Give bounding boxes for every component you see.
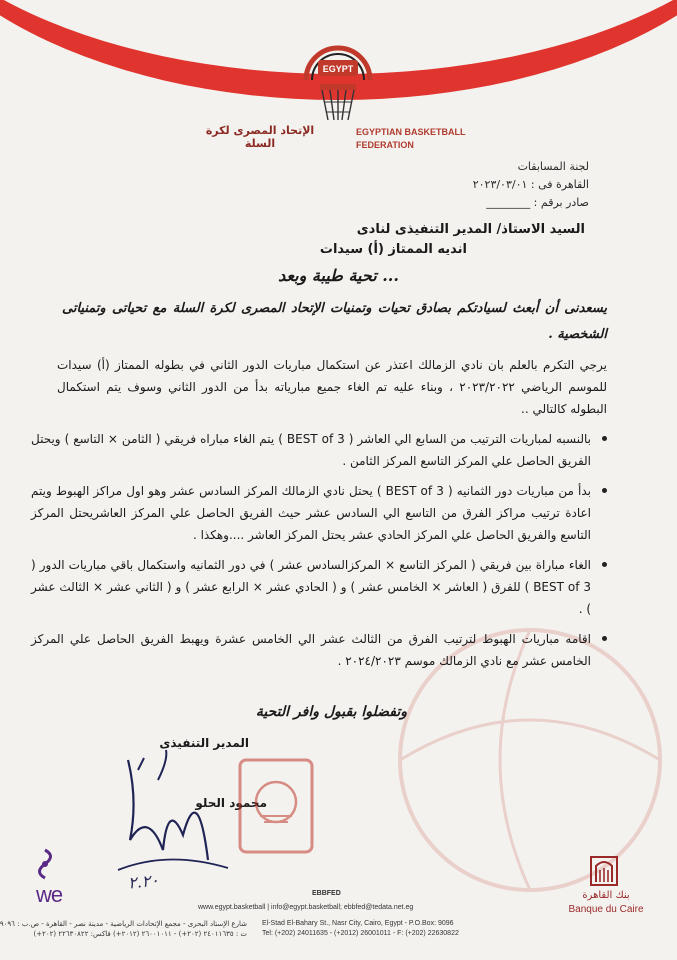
bullet-dot bbox=[602, 436, 607, 441]
addressee-line2: انديه الممتاز (أ) سيدات bbox=[319, 242, 467, 257]
greeting: تحية طيبة وبعد ... bbox=[278, 266, 399, 285]
we-brand-text: we bbox=[36, 882, 63, 907]
footer-address-ar: شارع الإستاد البحرى - مجمع الإتحادات الرياضية - مدينة نصر - القاهرة - ص.ب : ٩٠٩٦ bbox=[0, 920, 247, 928]
federation-name-english bbox=[356, 126, 466, 152]
date-line: القاهرة فى : ٢٠٢٣/٠٣/٠١ bbox=[472, 178, 589, 191]
federation-logo bbox=[298, 40, 378, 130]
committee-label: لجنة المسابقات bbox=[517, 160, 589, 173]
federation-name-arabic: الإتحاد المصرى لكرة السلة bbox=[205, 124, 315, 150]
bank-name-english: Banque du Caire bbox=[568, 904, 644, 915]
list-item-text: اقامه مباريات الهبوط لترتيب الفرق من الثالث عشر الي الخامس عشرة ويهبط الفريق الحاصل علي المركز الخامس عشر مع نادي الزمالك موسم ٢٠٢٤/٢٠٢٣ . bbox=[31, 632, 591, 668]
list-item-text: بدأ من مباريات دور الثمانيه ( BEST of 3 ) يحتل نادي الزمالك المركز السادس عشر وهو اول مراكز الهبوط ويتم اعادة ترتيب مراكز الفرق من التاسع الي السادس عشر حيث الفريق الحاصل علي المركز العاشريحتل المركز التاسع والفريق الحاصل علي المركز الحادي عشر يحتل المركز العاشر ....وهكذا . bbox=[31, 484, 591, 542]
bullet-dot bbox=[602, 562, 607, 567]
footer-social-line: www.egypt.basketball | info@egypt.basketball; ebbfed@tedata.net.eg bbox=[198, 904, 414, 911]
handwritten-note: ٢.٢٠ bbox=[127, 870, 160, 893]
federation-name-line2: FEDERATION bbox=[356, 140, 414, 150]
signer-name: محمود الحلو bbox=[195, 796, 267, 810]
list-item bbox=[31, 480, 591, 546]
ebbfed-handle: EBBFED bbox=[312, 890, 341, 897]
list-item bbox=[31, 628, 591, 672]
bank-name-arabic: بنك القاهرة bbox=[582, 890, 630, 901]
reference-line: صادر برقم : ________ bbox=[486, 196, 589, 209]
footer-address-en: El-Stad El-Bahary St., Nasr City, Cairo, Egypt - P.O.Box: 9096 bbox=[262, 920, 454, 927]
list-item bbox=[31, 554, 591, 620]
intro-paragraph: يسعدنى أن أبعث لسيادتكم بصادق تحيات وتمنيات الإتحاد المصرى لكرة السلة مع تحياتى وتمنياتى الشخصية . bbox=[62, 301, 607, 342]
footer-phone-en: Tel: (+202) 24011635 - (+2012) 26001011 - F: (+202) 22630822 bbox=[262, 930, 459, 937]
footer-phone-ar: ت : ٢٤٠١١٦٣٥ (٢٠٢+) - ٢٦٠٠١٠١١ (٢٠١٢+) فاكس: ٢٢٦٣٠٨٢٢ (٢٠٢+) bbox=[33, 930, 247, 938]
addressee-line1: السيد الاستاذ/ المدير التنفيذى لنادى bbox=[356, 222, 585, 237]
we-logo-icon bbox=[30, 848, 60, 880]
banque-du-caire-icon bbox=[590, 856, 618, 886]
bullet-dot bbox=[602, 488, 607, 493]
handwritten-signature bbox=[108, 740, 238, 893]
list-item-text: الغاء مباراة بين فريقي ( المركز التاسع × المركزالسادس عشر ) في دور الثمانيه واستكمال باقي مباريات الدور ( BEST of 3 ) للفرق ( العاشر × الخامس عشر ) و ( الحادي عشر × الرابع عشر ) و ( الثاني عشر × الثالث عشر ) . bbox=[31, 558, 591, 616]
decisions-list bbox=[31, 428, 609, 680]
list-item-text: بالنسبه لمباريات الترتيب من السابع الي العاشر ( BEST of 3 ) يتم الغاء مباراه فريقي ( الثامن × التاسع ) ويحتل الفريق الحاصل علي المركز التاسع المركز الثامن . bbox=[31, 432, 591, 468]
closing-line: وتفضلوا بقبول وافر التحية bbox=[255, 704, 407, 720]
list-item bbox=[31, 428, 591, 472]
body-paragraph: يرجي التكرم بالعلم بان نادي الزمالك اعتذر عن استكمال مباريات الدور الثاني في بطوله الممتاز (أ) سيدات للموسم الرياضي ٢٠٢٣/٢٠٢٢ ، وبناء عليه تم الغاء جميع مبارياته بدأ من الدور الثاني وسوف يتم استكمال البطوله كالتالي .. bbox=[57, 358, 608, 416]
logo-text: EGYPT bbox=[322, 64, 354, 74]
official-stamp bbox=[236, 756, 316, 856]
federation-name-line1: EGYPTIAN BASKETBALL bbox=[356, 127, 466, 137]
signer-title: المدير التنفيذى bbox=[159, 736, 249, 750]
bullet-dot bbox=[602, 636, 607, 641]
